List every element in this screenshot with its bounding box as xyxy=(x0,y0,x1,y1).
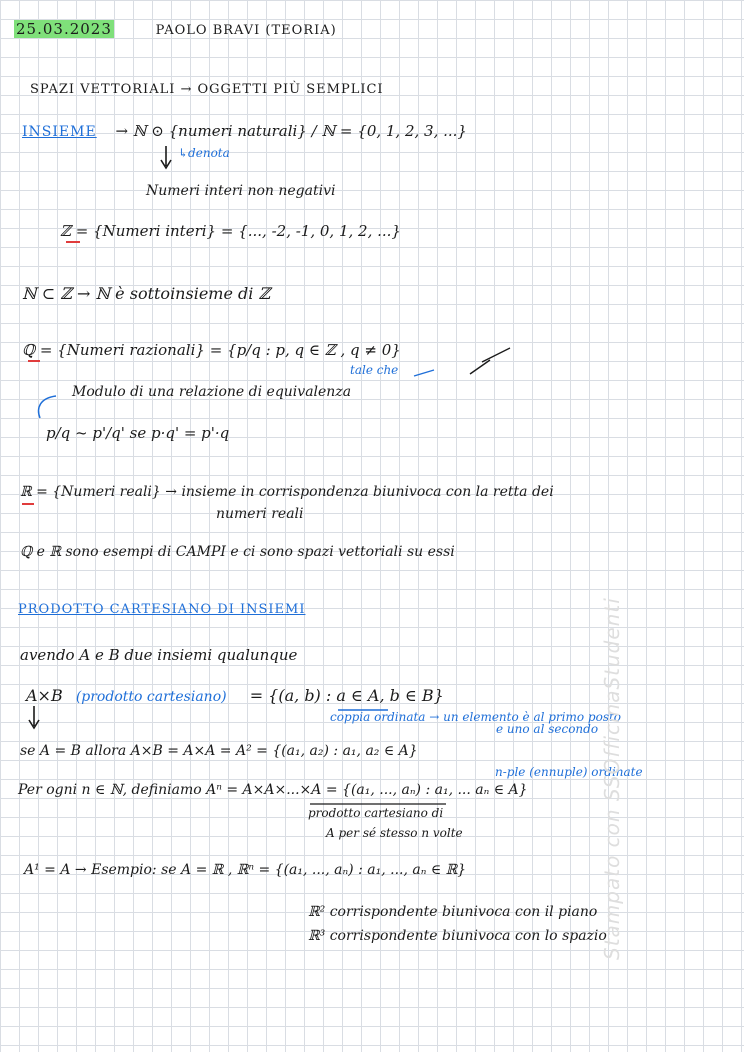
stroke-condizione xyxy=(470,348,510,374)
insieme-label: INSIEME xyxy=(22,124,97,140)
line-interi-non-negativi: Numeri interi non negativi xyxy=(146,183,336,199)
line-campi: ℚ e ℝ sono esempi di CAMPI e ci sono spazi vettoriali su essi xyxy=(20,544,455,560)
line-razionali: ℚ = {Numeri razionali} = {p/q : p, q ∈ ℤ , q ≠ 0} xyxy=(22,341,401,359)
author: PAOLO BRAVI (TEORIA) xyxy=(155,23,337,38)
note-prodotto-cartesiano: (prodotto cartesiano) xyxy=(75,689,227,705)
section-title-prodotto-cartesiano: PRODOTTO CARTESIANO DI INSIEMI xyxy=(18,602,306,617)
note-prodotto-di: prodotto cartesiano di xyxy=(308,806,444,820)
line-reali-cont: numeri reali xyxy=(216,506,304,522)
date: 25.03.2023 xyxy=(16,20,112,38)
arrow-modulo xyxy=(39,396,56,418)
line-interi: ℤ = {Numeri interi} = {..., -2, -1, 0, 1, 2, ...} xyxy=(60,222,401,240)
arrow-down-naturali xyxy=(161,146,171,168)
note-secondo: e uno al secondo xyxy=(496,722,599,736)
line-r2: ℝ² corrispondente biunivoca con il piano xyxy=(308,904,598,920)
axb: A×B xyxy=(26,686,63,705)
note-n-volte: A per sé stesso n volte xyxy=(326,826,463,840)
note-tale-che: tale che xyxy=(350,363,399,377)
line-modulo: Modulo di una relazione di equivalenza xyxy=(72,384,352,400)
line-spazi-vettoriali: SPAZI VETTORIALI → OGGETTI PIÙ SEMPLICI xyxy=(30,82,384,97)
line-potenza-n: Per ogni n ∈ ℕ, definiamo Aⁿ = A×A×...×A = {(a₁, ..., aₙ) : a₁, ... aₙ ∈ A} xyxy=(18,782,528,798)
note-coppia-ordinata: coppia ordinata → un elemento è al primo posto xyxy=(330,710,622,724)
note-denota: ↳denota xyxy=(178,146,230,160)
line-a-uguale-b: se A = B allora A×B = A×A = A² = {(a₁, a₂) : a₁, a₂ ∈ A} xyxy=(20,743,418,759)
def-coppie: = {(a, b) : a ∈ A, b ∈ B} xyxy=(249,686,444,705)
insieme-rest: → ℕ ⊙ {numeri naturali} / ℕ = {0, 1, 2, 3, ...} xyxy=(115,122,467,140)
line-esempio: A¹ = A → Esempio: se A = ℝ , ℝⁿ = {(a₁, ..., aₙ) : a₁, ..., aₙ ∈ ℝ} xyxy=(24,862,467,878)
line-avendo: avendo A e B due insiemi qualunque xyxy=(20,646,298,664)
line-equivalenza: p/q ~ p'/q' se p·q' = p'·q xyxy=(46,424,230,442)
arrow-blue-equivalenza xyxy=(414,370,434,376)
line-sottoinsieme: ℕ ⊂ ℤ → ℕ è sottoinsieme di ℤ xyxy=(22,284,271,303)
watermark: Stampato con SSOfficinaStudenti xyxy=(600,597,624,960)
arrow-down-axb xyxy=(29,706,39,728)
note-ennuple: n-ple (ennuple) ordinate xyxy=(495,765,643,779)
line-r3: ℝ³ corrispondente biunivoca con lo spazio xyxy=(308,928,607,944)
line-reali: ℝ = {Numeri reali} → insieme in corrispondenza biunivoca con la retta dei xyxy=(20,484,554,500)
